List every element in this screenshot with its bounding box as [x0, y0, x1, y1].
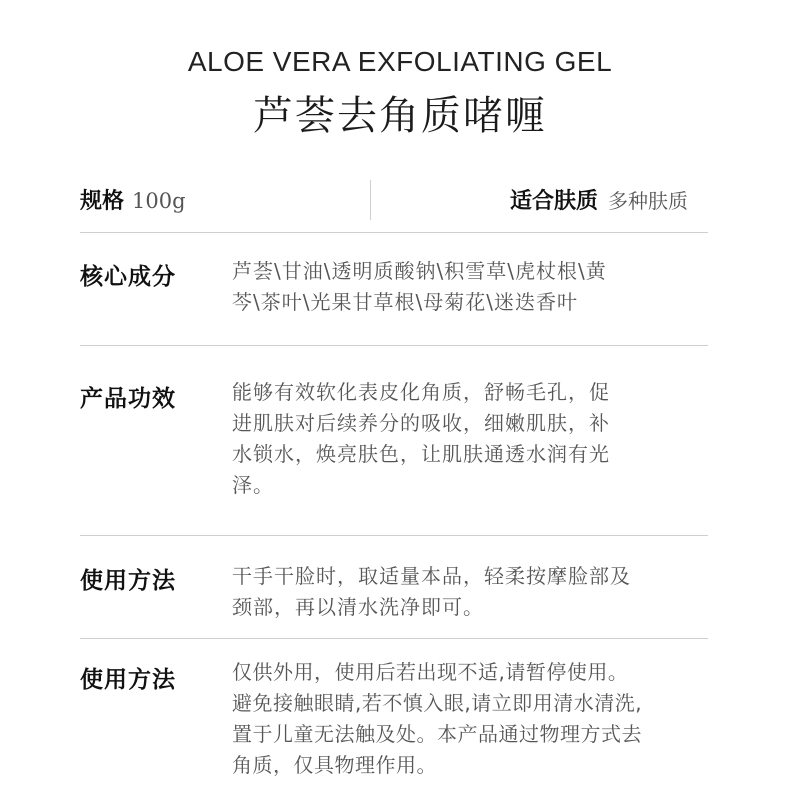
caution-text [232, 657, 712, 781]
caution-line: 避免接触眼睛,若不慎入眼,请立即用清水清洗, [232, 691, 643, 715]
usage-text [232, 561, 712, 623]
usage-label: 使用方法 [80, 568, 176, 594]
size-value: 100g [132, 189, 186, 213]
ingredients-text [232, 256, 712, 318]
divider [80, 232, 708, 233]
efficacy-label: 产品功效 [80, 386, 176, 412]
divider [80, 638, 708, 639]
ingredients-line: 芩\茶叶\光果甘草根\母菊花\迷迭香叶 [232, 290, 578, 314]
size-spec [80, 184, 186, 215]
efficacy-line: 泽。 [232, 473, 274, 497]
caution-label: 使用方法 [80, 667, 176, 693]
spec-divider [370, 180, 371, 220]
caution-line: 角质，仅具物理作用。 [232, 753, 437, 777]
efficacy-text [232, 377, 712, 501]
efficacy-line: 进肌肤对后续养分的吸收，细嫩肌肤，补 [232, 411, 610, 435]
skin-type-value: 多种肤质 [608, 189, 688, 213]
caution-line: 仅供外用，使用后若出现不适,请暂停使用。 [232, 660, 629, 684]
usage-line: 干手干脸时，取适量本品，轻柔按摩脸部及 [232, 564, 631, 588]
skin-type-spec [510, 184, 688, 215]
efficacy-line: 水锁水，焕亮肤色，让肌肤通透水润有光 [232, 442, 610, 466]
caution-line: 置于儿童无法触及处。本产品通过物理方式去 [232, 722, 642, 746]
ingredients-label: 核心成分 [80, 264, 176, 290]
spec-row [80, 172, 708, 228]
skin-type-label: 适合肤质 [509, 189, 598, 214]
usage-line: 颈部，再以清水洗净即可。 [232, 595, 484, 619]
efficacy-line: 能够有效软化表皮化角质，舒畅毛孔，促 [232, 380, 610, 404]
divider [80, 345, 708, 346]
divider [80, 535, 708, 536]
product-title-chinese: 芦荟去角质啫喱 [253, 93, 547, 139]
product-title-english: ALOE VERA EXFOLIATING GEL [187, 46, 613, 77]
ingredients-line: 芦荟\甘油\透明质酸钠\积雪草\虎杖根\黄 [232, 259, 607, 283]
size-label: 规格 [80, 189, 125, 214]
